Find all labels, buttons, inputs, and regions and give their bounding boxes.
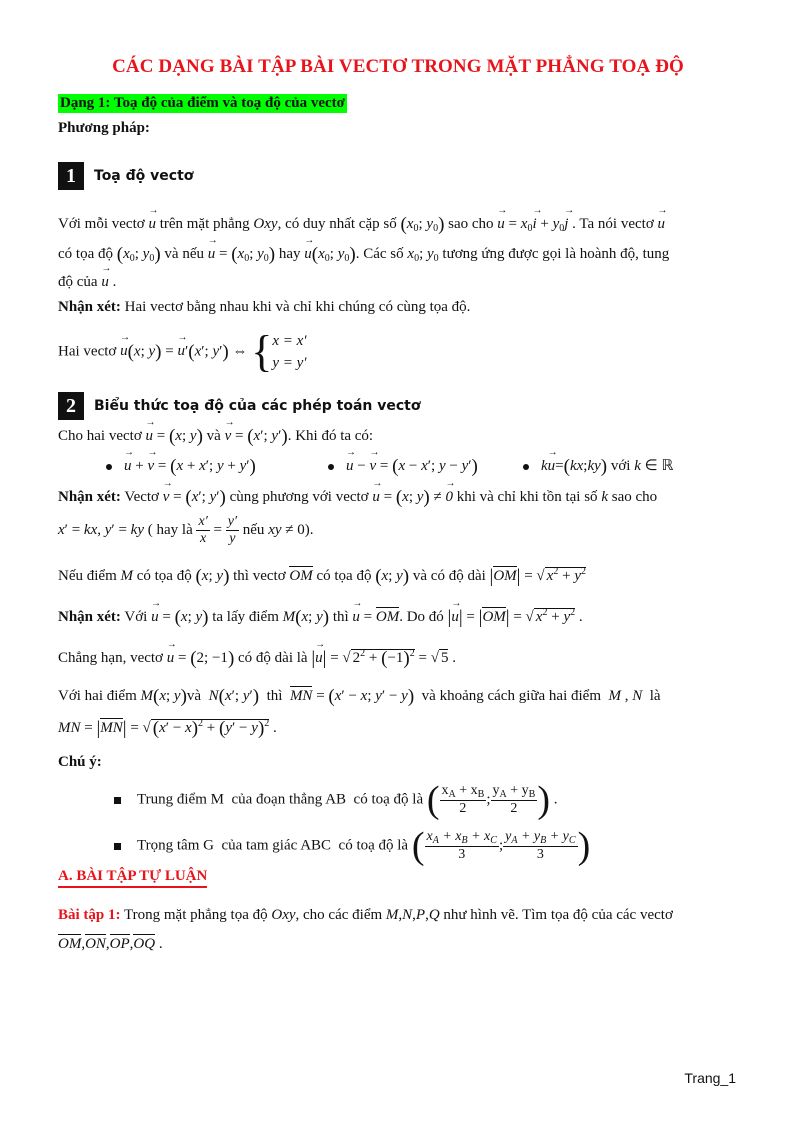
section-2-heading [58, 392, 420, 420]
example-length: Chẳng hạn, vectơ → u = (2; −1) có độ dài là |→ u| = √ $2^2 + (-1)^2$ = √ 5 . [58, 648, 456, 670]
section-a-heading: A. BÀI TẬP TỰ LUẬN [58, 868, 207, 888]
page-footer: Trang_1 [684, 1070, 736, 1086]
centroid-note: Trọng tâm G của tam giác ABC có toạ độ là ( $\frac{x_A + x_B + x_C}{3}$ ; $\frac{y_A + y_B + y_C}{3}$ ) [114, 824, 590, 868]
nhan-xet-2: Nhận xét: Vectơ → v = (x′; y′) cùng phương với vectơ → u = (x; y) ≠ → 0 khi và chỉ khi tồn tại số k sao cho [58, 487, 657, 509]
paragraph-line: Cho hai vectơ → u = (x; y) và → v = (x′; y′). Khi đó ta có: [58, 426, 373, 448]
paragraph-line: độ của → u . [58, 274, 116, 291]
nhan-xet-3: Nhận xét: Với → u = (x; y) ta lấy điểm M(x; y) thì → u = OM. Do đó |→ u| = |OM| = √ $x^2 + y^2$ . [58, 607, 583, 629]
mn-distance: MN = |MN| = √ $(x' - x)^2 + (y' - y)^2$ . [58, 718, 277, 739]
exercise-1-vectors: OM,ON,OP,OQ . [58, 936, 163, 952]
section-title: Biểu thức toạ độ của các phép toán vectơ [94, 398, 421, 414]
midpoint-note: Trung điểm M của đoạn thẳng AB có toạ độ là ( $\frac{x_A + x_B}{2}$ ; $\frac{y_A + y_B}{2}$ ) . [114, 778, 557, 822]
exercise-1: Bài tập 1: Trong mặt phẳng tọa độ Oxy, cho các điểm M,N,P,Q như hình vẽ. Tìm tọa độ của các vectơ [58, 907, 673, 923]
mn-vector: Với hai điểm M(x; y)và N(x′; y′) thì MN = (x′ − x; y′ − y) và khoảng cách giữa hai điểm M , N là [58, 686, 661, 707]
section-number: 2 [58, 392, 84, 420]
bullet-sum: → u + → v = (x + x′; y + y′) [106, 456, 256, 478]
dang-1-heading: Dạng 1: Toạ độ của điểm và toạ độ của vectơ [60, 95, 345, 111]
nhan-xet-1: Nhận xét: Hai vectơ bằng nhau khi và chỉ khi chúng có cùng tọa độ. [58, 299, 471, 315]
bullet-scalar: k→ u=(kx;ky) với k ∈ ℝ [523, 456, 673, 478]
paragraph-line: Với mỗi vectơ → u trên mặt phẳng Oxy, có duy nhất cặp số ($x_0$; $y_0$) sao cho → $u = x_0\to i + y_0\to j$ . Ta nói vectơ → u [58, 214, 665, 236]
paragraph-line: có tọa độ ($x_0$; $y_0$) và nếu → $u = (x_0$; $y_0$) hay → $u(x_0$; $y_0$). Các số $x_0$; $y_0$ tương ứng được gọi là hoành độ, tung [58, 244, 669, 266]
section-title: Toạ độ vectơ [94, 168, 194, 184]
om-length: Nếu điểm M có tọa độ (x; y) thì vectơ OM có tọa độ (x; y) và có độ dài |OM| = √ $x^2 + y^2$ [58, 566, 586, 587]
section-1-heading [58, 162, 193, 190]
section-number: 1 [58, 162, 84, 190]
equal-vectors-formula: Hai vectơ → u(x; y) = → u′(x′; y′) ⇔ { x = x′ y = y′ [58, 330, 307, 374]
bullet-diff: → u − → v = (x − x′; y − y′) [328, 456, 478, 478]
paragraph-line: x′ = kx, y′ = ky ( hay là $\frac{x'}{x}$ = $\frac{y'}{y}$ nếu xy ≠ 0). [58, 514, 314, 546]
page-title: CÁC DẠNG BÀI TẬP BÀI VECTƠ TRONG MẶT PHẲNG TOẠ ĐỘ [112, 56, 684, 77]
phuong-phap-label: Phương pháp: [58, 120, 150, 136]
chu-y-label: Chú ý: [58, 754, 102, 770]
